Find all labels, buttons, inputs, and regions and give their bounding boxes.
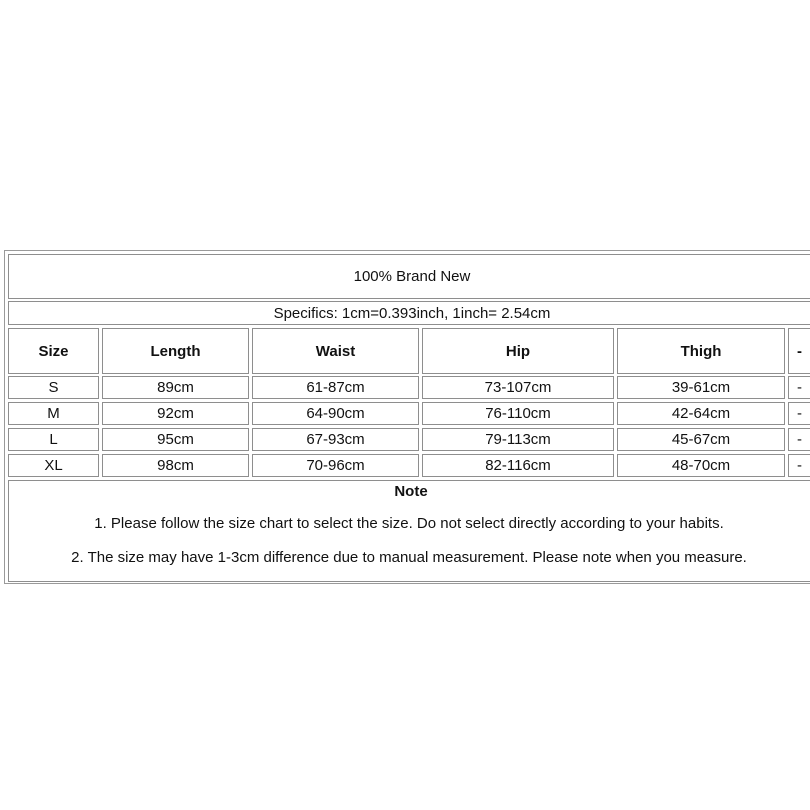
table-cell: 45-67cm <box>617 428 785 451</box>
specifics-cell <box>8 301 810 325</box>
table-cell: 95cm <box>102 428 249 451</box>
table-cell: - <box>788 376 810 399</box>
table-cell: 42-64cm <box>617 402 785 425</box>
table-cell: - <box>788 454 810 477</box>
header-size: Size <box>8 328 99 374</box>
table-cell: 64-90cm <box>252 402 419 425</box>
header-hip: Hip <box>422 328 614 374</box>
table-cell: M <box>8 402 99 425</box>
header-length: Length <box>102 328 249 374</box>
table-cell: 92cm <box>102 402 249 425</box>
title-text: 100% Brand New <box>353 268 471 285</box>
table-cell: 67-93cm <box>252 428 419 451</box>
table-cell: - <box>788 402 810 425</box>
table-cell: 98cm <box>102 454 249 477</box>
table-cell: S <box>8 376 99 399</box>
header-extra: - <box>788 328 810 374</box>
header-thigh: Thigh <box>617 328 785 374</box>
table-cell: 79-113cm <box>422 428 614 451</box>
table-cell: 73-107cm <box>422 376 614 399</box>
table-cell: 76-110cm <box>422 402 614 425</box>
table-cell: 89cm <box>102 376 249 399</box>
table-cell: 48-70cm <box>617 454 785 477</box>
table-cell: 39-61cm <box>617 376 785 399</box>
table-cell: 70-96cm <box>252 454 419 477</box>
specifics-text: Specifics: 1cm=0.393inch, 1inch= 2.54cm <box>273 304 551 322</box>
note-title: Note <box>394 483 428 500</box>
note-line-2: 2. The size may have 1-3cm difference due to manual measurement. Please note when you measure. <box>71 549 747 566</box>
table-cell: 82-116cm <box>422 454 614 477</box>
table-cell: XL <box>8 454 99 477</box>
table-cell: 61-87cm <box>252 376 419 399</box>
note-section <box>8 480 810 582</box>
note-line-1: 1. Please follow the size chart to select the size. Do not select directly according to your habits. <box>94 515 724 532</box>
header-waist: Waist <box>252 328 419 374</box>
table-cell: L <box>8 428 99 451</box>
title-cell <box>8 254 810 299</box>
table-cell: - <box>788 428 810 451</box>
